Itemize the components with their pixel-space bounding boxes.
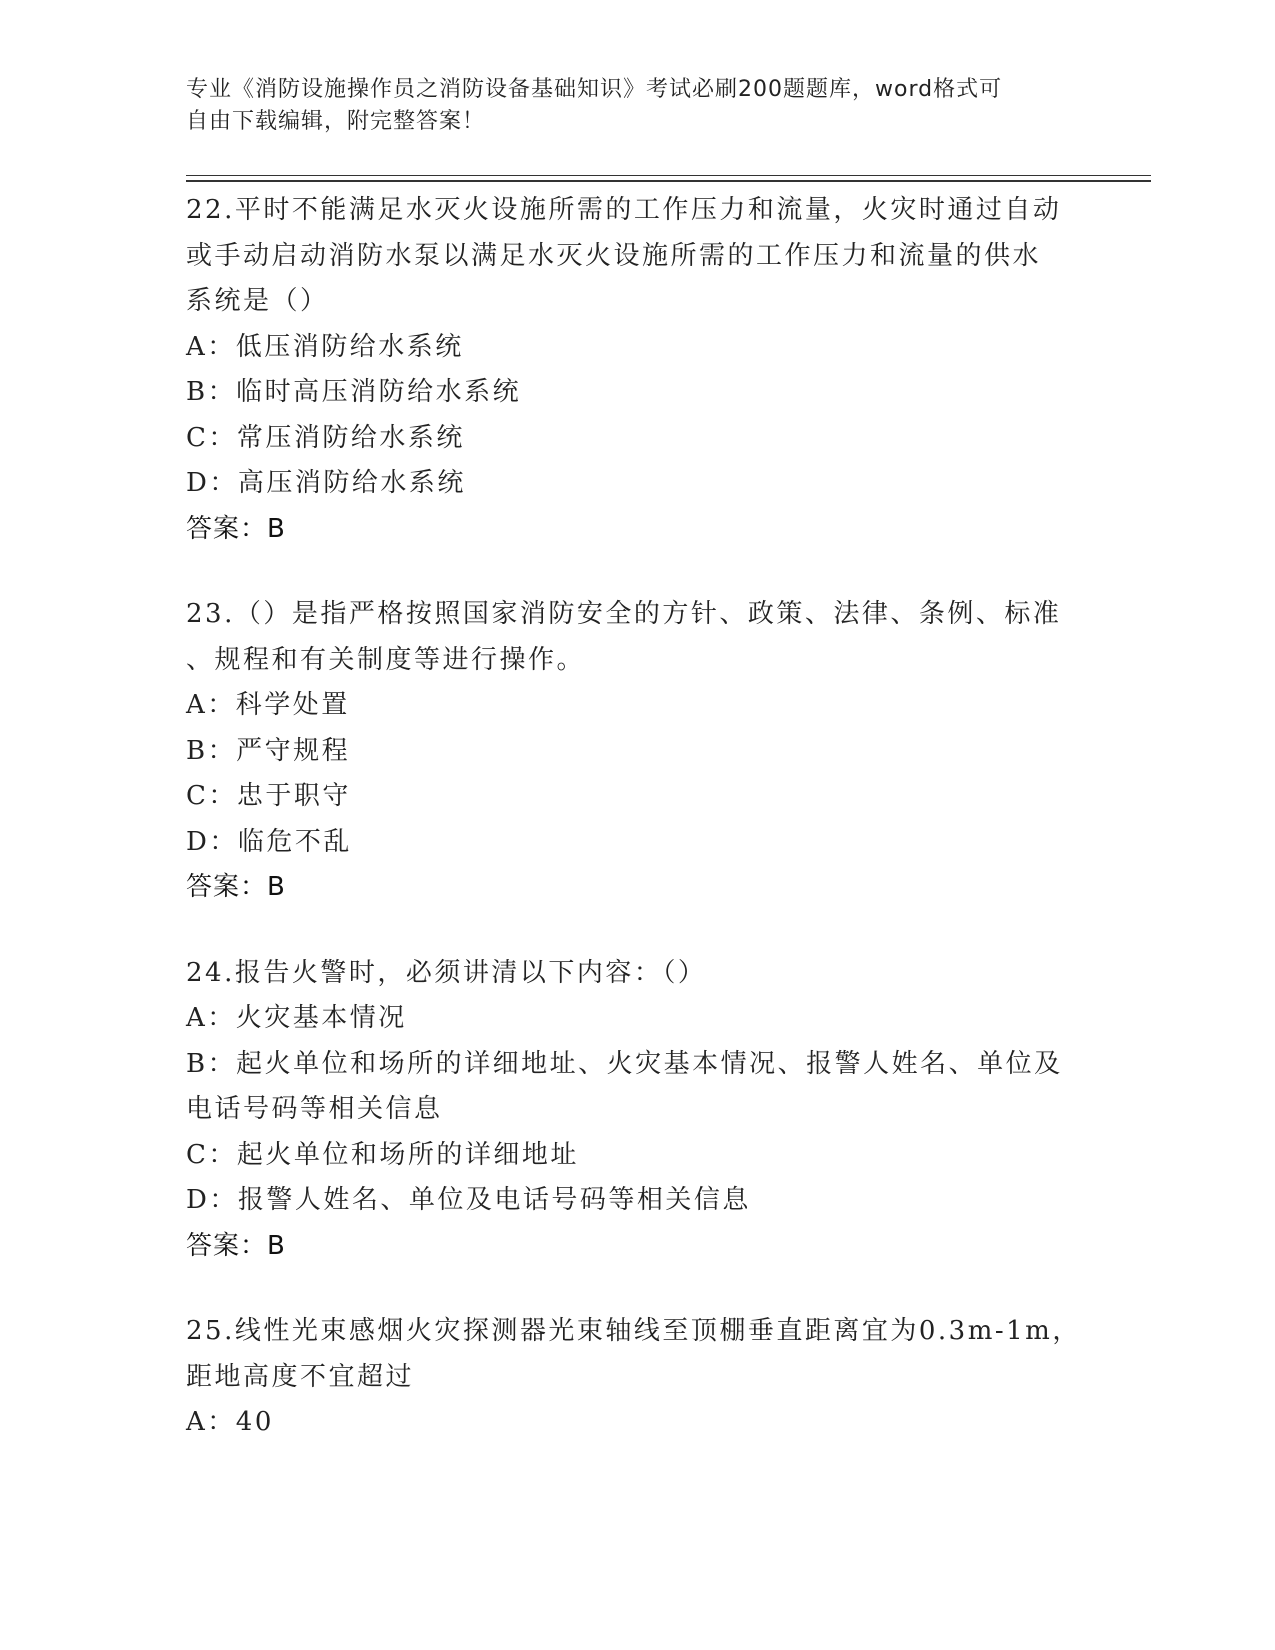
question-text-line: 25.线性光束感烟火灾探测器光束轴线至顶棚垂直距离宜为0.3m-1m，: [186, 1316, 1081, 1346]
question-block: [186, 592, 1086, 911]
option-line: A：火灾基本情况: [186, 1003, 407, 1033]
document-header: [186, 74, 1066, 138]
answer-line: 答案：B: [186, 513, 286, 544]
question-text-line: 或手动启动消防水泵以满足水灭火设施所需的工作压力和流量的供水: [186, 240, 1042, 271]
option-line: D：高压消防给水系统: [186, 468, 466, 498]
header-line: 专业《消防设施操作员之消防设备基础知识》考试必刷200题题库，word格式可: [186, 77, 1003, 102]
header-line: 自由下载编辑，附完整答案！: [186, 109, 486, 134]
option-line: B：严守规程: [186, 735, 351, 766]
option-line: A：科学处置: [186, 690, 350, 720]
question-text-line: 距地高度不宜超过: [186, 1361, 415, 1392]
question-text-line: 22.平时不能满足水灭火设施所需的工作压力和流量，火灾时通过自动: [186, 195, 1062, 225]
option-line: C：忠于职守: [186, 781, 351, 811]
option-line: B：起火单位和场所的详细地址、火灾基本情况、报警人姓名、单位及: [186, 1048, 1063, 1079]
answer-line: 答案：B: [186, 1230, 286, 1261]
option-line: C：起火单位和场所的详细地址: [186, 1139, 579, 1170]
header-divider-thick: [186, 180, 1151, 182]
option-line: B：临时高压消防给水系统: [186, 377, 522, 407]
option-line: C：常压消防给水系统: [186, 422, 465, 453]
question-text-line: 、规程和有关制度等进行操作。: [186, 644, 586, 675]
question-text-line: 23.（）是指严格按照国家消防安全的方针、政策、法律、条例、标准: [186, 599, 1062, 629]
option-line: 电话号码等相关信息: [186, 1094, 443, 1124]
question-block: [186, 951, 1086, 1270]
option-line: A：低压消防给水系统: [186, 331, 464, 362]
question-list: [186, 188, 1086, 1486]
option-line: D：临危不乱: [186, 826, 352, 857]
question-text-line: 系统是（）: [186, 286, 329, 316]
option-line: A：40: [186, 1407, 274, 1437]
option-line: D：报警人姓名、单位及电话号码等相关信息: [186, 1185, 751, 1215]
question-text-line: 24.报告火警时，必须讲清以下内容：（）: [186, 957, 707, 988]
header-divider-thin: [186, 175, 1151, 176]
question-block: [186, 188, 1086, 552]
question-block: [186, 1309, 1086, 1446]
answer-line: 答案：B: [186, 872, 286, 902]
